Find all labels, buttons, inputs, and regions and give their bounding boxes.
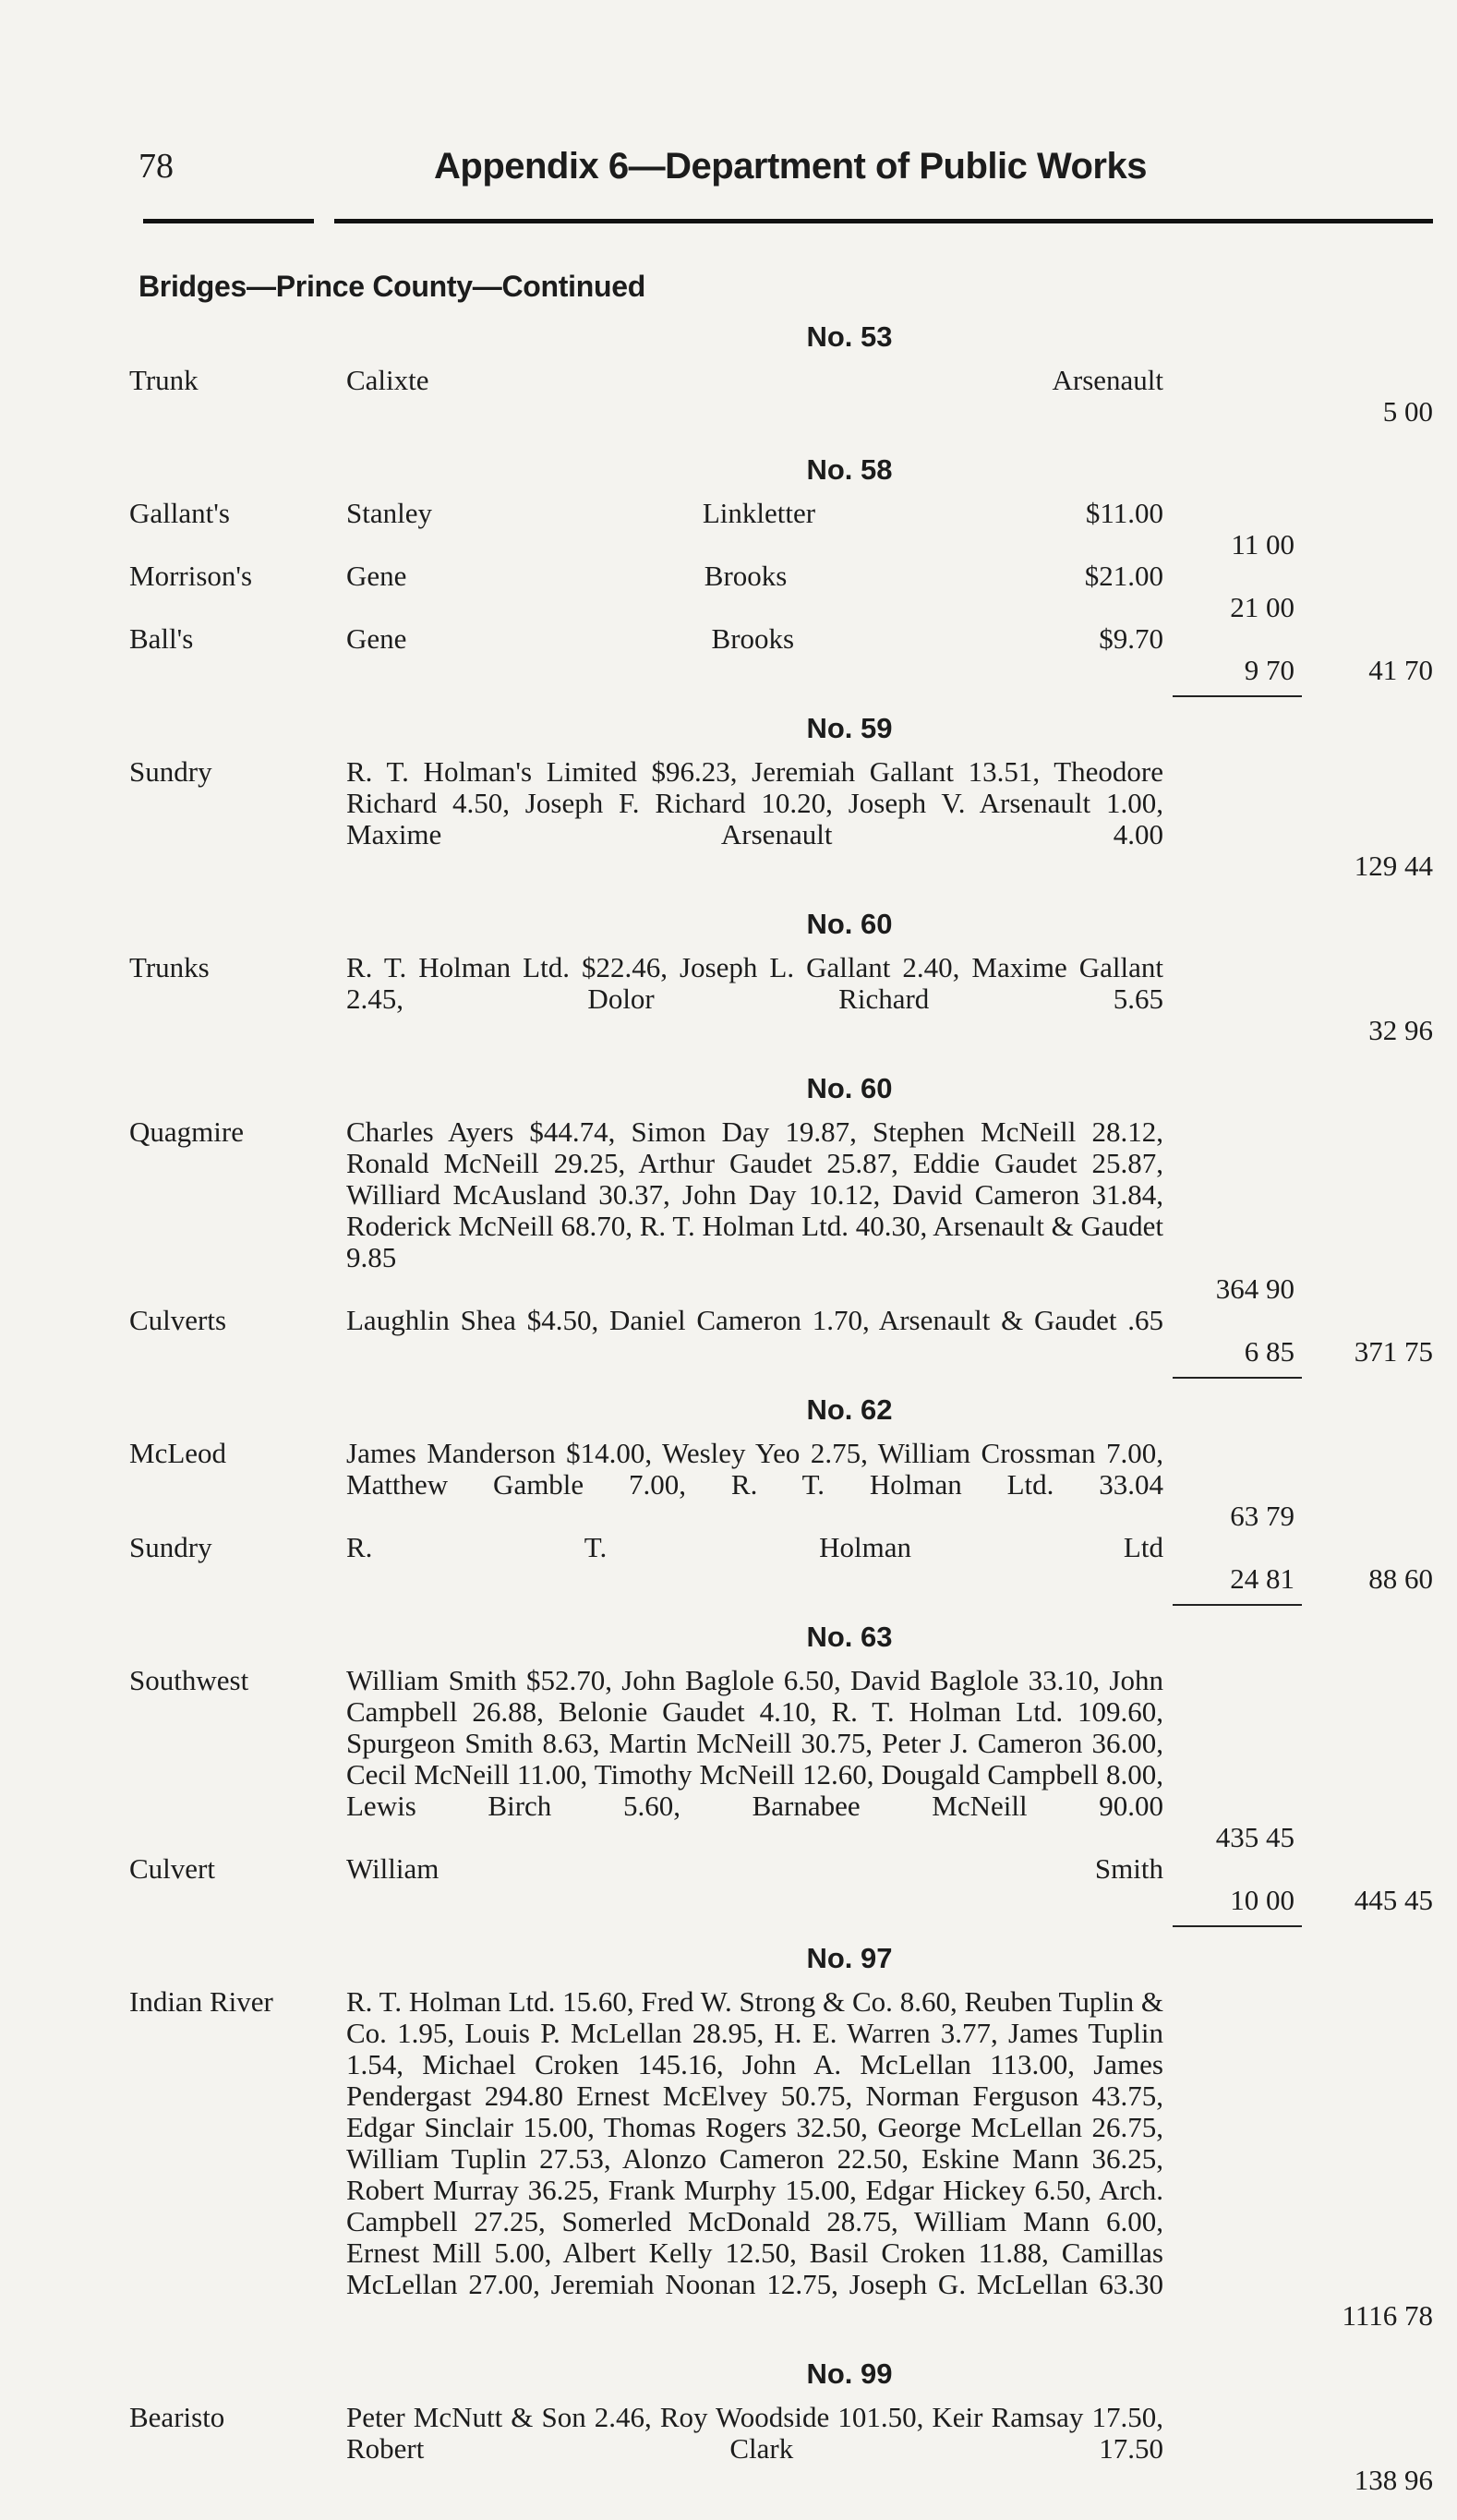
payee-text: R. T. Holman's Limited $96.23, Jeremiah Gallant 13.51, Theodore Richard 4.50, Joseph F. Richard 10.20, Joseph V. Arsenault 1.00, Maxime Arsenault 4.00 <box>346 756 1163 850</box>
bridge-group <box>129 319 1440 428</box>
total-amount: 129 44 <box>1354 850 1433 882</box>
bridge-group <box>129 1070 1440 1368</box>
bridge-group <box>129 1619 1440 1916</box>
total-amount: 445 45 <box>1354 1884 1433 1916</box>
payee-text: William Smith <box>346 1853 1163 1885</box>
item-amount: 11 00 <box>1231 528 1294 561</box>
expenditure-row <box>129 1438 1440 1532</box>
total-amount: 138 96 <box>1354 2464 1433 2496</box>
payee-text: Gene Brooks $21.00 <box>346 561 1163 592</box>
group-number: No. 62 <box>806 1393 893 1426</box>
section-title: Bridges—Prince County—Continued <box>138 270 645 303</box>
item-amount: 10 00 <box>1163 1885 1302 1916</box>
bridge-group <box>129 1392 1440 1595</box>
bridge-label: Indian River <box>129 1985 273 2018</box>
bridge-label: Sundry <box>129 755 212 788</box>
item-amount: 6 85 <box>1163 1336 1302 1368</box>
bridge-label: Morrison's <box>129 560 253 592</box>
bridge-group <box>129 1940 1440 2332</box>
bridge-label: Trunk <box>129 364 199 396</box>
page-header <box>138 146 1431 201</box>
bridge-label: Culvert <box>129 1852 215 1885</box>
group-number: No. 99 <box>806 2357 893 2390</box>
payee-text: James Manderson $14.00, Wesley Yeo 2.75, William Crossman 7.00, Matthew Gamble 7.00, R. T. Holman Ltd. 33.04 <box>346 1438 1163 1501</box>
item-amount: 63 79 <box>1230 1500 1294 1532</box>
expenditure-row <box>129 1853 1440 1916</box>
bridge-label: Culverts <box>129 1304 227 1336</box>
payee-text: Charles Ayers $44.74, Simon Day 19.87, Stephen McNeill 28.12, Ronald McNeill 29.25, Arthur Gaudet 25.87, Eddie Gaudet 25.87, Williard McAusland 30.37, John Day 10.12, David Cameron 31.84, Roderick McNeill 68.70, R. T. Holman Ltd. 40.30, Arsenault & Gaudet 9.85 <box>346 1116 1163 1273</box>
item-amount: 364 90 <box>1215 1272 1294 1305</box>
header-rule-left <box>143 219 314 223</box>
payee-text: R. T. Holman Ltd. 15.60, Fred W. Strong & Co. 8.60, Reuben Tuplin & Co. 1.95, Louis P. McLellan 28.95, H. E. Warren 3.77, James Tuplin 1.54, Michael Croken 145.16, John A. McLellan 113.00, James Pendergast 294.80 Ernest McElvey 50.75, Norman Ferguson 43.75, Edgar Sinclair 15.00, Thomas Rogers 32.50, George McLellan 26.75, William Tuplin 27.53, Alonzo Cameron 22.50, Eskine Mann 36.25, Robert Murray 36.25, Frank Murphy 15.00, Edgar Hickey 6.50, Arch. Campbell 27.25, Somerled McDonald 28.75, William Mann 6.00, Ernest Mill 5.00, Albert Kelly 12.50, Basil Croken 11.88, Camillas McLellan 27.00, Jeremiah Noonan 12.75, Joseph G. McLellan 63.30 <box>346 1986 1163 2300</box>
expenditure-row <box>129 1305 1440 1368</box>
bridge-label: Ball's <box>129 622 194 655</box>
header-rule-right <box>334 219 1433 223</box>
total-amount: 88 60 <box>1368 1562 1433 1595</box>
group-number: No. 53 <box>806 320 893 353</box>
payee-text: Calixte Arsenault <box>346 365 1163 396</box>
total-amount: 371 75 <box>1354 1335 1433 1368</box>
bridge-label: Quagmire <box>129 1115 244 1148</box>
bridge-group <box>129 452 1440 686</box>
expenditure-row <box>129 623 1440 686</box>
bridge-group <box>129 906 1440 1046</box>
payee-text: Laughlin Shea $4.50, Daniel Cameron 1.70, Arsenault & Gaudet .65 <box>346 1305 1163 1336</box>
bridge-label: Southwest <box>129 1664 249 1696</box>
payee-text: Stanley Linkletter $11.00 <box>346 498 1163 529</box>
bridge-label: Trunks <box>129 951 210 983</box>
item-amount: 24 81 <box>1163 1563 1302 1595</box>
group-number: No. 60 <box>806 908 893 940</box>
total-amount: 5 00 <box>1382 395 1433 428</box>
group-number: No. 63 <box>806 1621 893 1653</box>
bridge-label: Sundry <box>129 1531 212 1563</box>
payee-text: Gene Brooks $9.70 <box>346 623 1163 655</box>
group-number: No. 97 <box>806 1942 893 1974</box>
expenditure-row <box>129 2402 1440 2496</box>
bridge-label: Bearisto <box>129 2401 225 2433</box>
item-amount: 435 45 <box>1215 1821 1294 1853</box>
bridge-label: McLeod <box>129 1437 227 1469</box>
expenditure-row <box>129 498 1440 561</box>
payee-text: R. T. Holman Ltd <box>346 1532 1163 1563</box>
bridge-group <box>129 710 1440 882</box>
expenditure-row <box>129 1665 1440 1853</box>
group-number: No. 60 <box>806 1072 893 1104</box>
expenditure-row <box>129 756 1440 882</box>
expenditure-row <box>129 1116 1440 1305</box>
item-amount: 21 00 <box>1230 591 1294 623</box>
expenditure-row <box>129 365 1440 428</box>
bridge-group <box>129 2356 1440 2496</box>
expenditure-row <box>129 952 1440 1046</box>
expenditure-row <box>129 1986 1440 2332</box>
page-number: 78 <box>138 147 174 186</box>
payee-text: R. T. Holman Ltd. $22.46, Joseph L. Gallant 2.40, Maxime Gallant 2.45, Dolor Richard 5.65 <box>346 952 1163 1015</box>
total-amount: 41 70 <box>1368 654 1433 686</box>
bridge-expenditure-list <box>129 319 1440 2520</box>
expenditure-row <box>129 1532 1440 1595</box>
item-amount: 9 70 <box>1163 655 1302 686</box>
total-amount: 32 96 <box>1368 1014 1433 1046</box>
payee-text: Peter McNutt & Son 2.46, Roy Woodside 101.50, Keir Ramsay 17.50, Robert Clark 17.50 <box>346 2402 1163 2465</box>
expenditure-row <box>129 561 1440 623</box>
group-number: No. 59 <box>806 712 893 744</box>
page-title: Appendix 6—Department of Public Works <box>434 146 1147 187</box>
total-amount: 1116 78 <box>1342 2299 1433 2332</box>
payee-text: William Smith $52.70, John Baglole 6.50, David Baglole 33.10, John Campbell 26.88, Belonie Gaudet 4.10, R. T. Holman Ltd. 109.60, Spurgeon Smith 8.63, Martin McNeill 30.75, Peter J. Cameron 36.00, Cecil McNeill 11.00, Timothy McNeill 12.60, Dougald Campbell 8.00, Lewis Birch 5.60, Barnabee McNeill 90.00 <box>346 1665 1163 1822</box>
group-number: No. 58 <box>806 453 893 486</box>
bridge-label: Gallant's <box>129 497 230 529</box>
